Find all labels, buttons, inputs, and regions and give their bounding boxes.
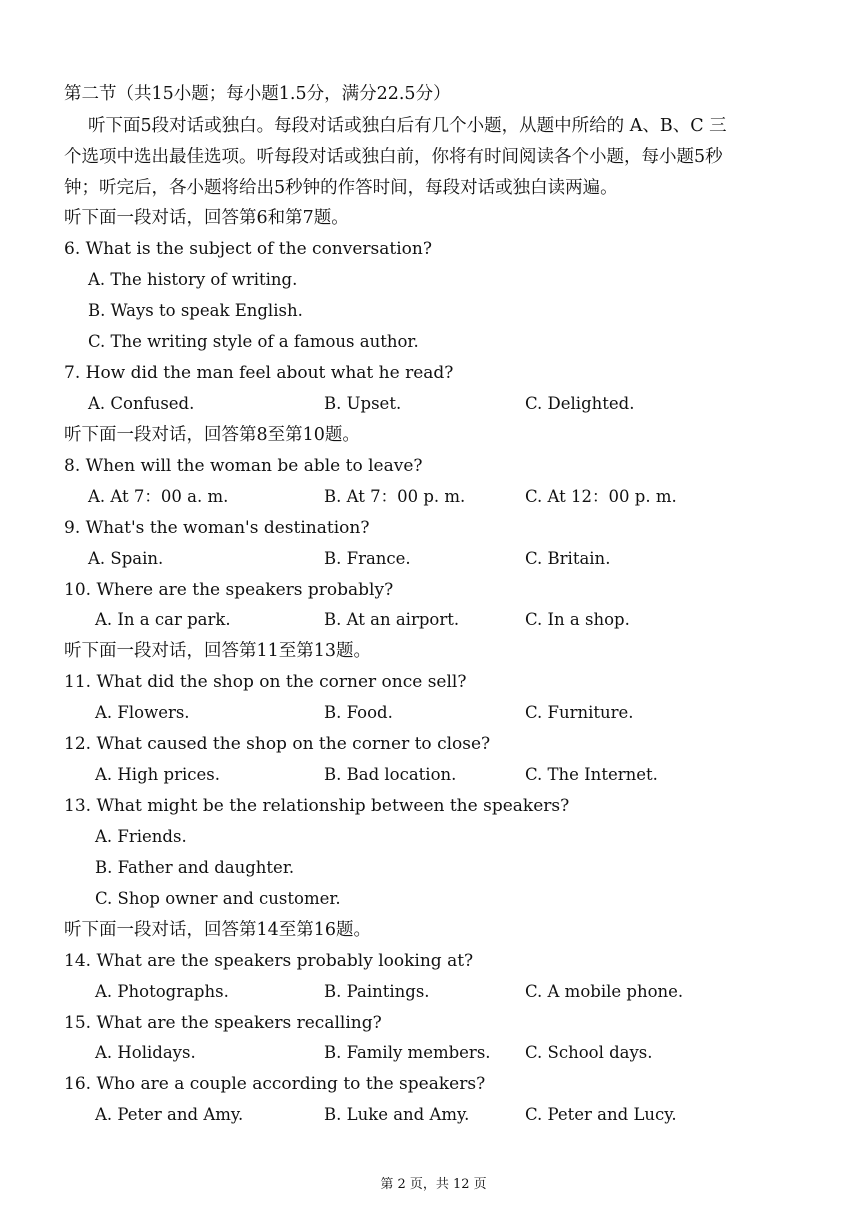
question-14: 14. What are the speakers probably looking at? — [64, 951, 474, 971]
q15-option-a: A. Holidays. — [95, 1043, 196, 1062]
question-8: 8. When will the woman be able to leave? — [64, 456, 423, 476]
q8-option-b: B. At 7：00 p. m. — [324, 487, 466, 506]
question-15: 15. What are the speakers recalling? — [64, 1013, 382, 1033]
q7-option-a: A. Confused. — [88, 394, 195, 413]
q11-option-c: C. Furniture. — [525, 703, 634, 722]
q7-option-c: C. Delighted. — [525, 394, 635, 413]
instructions-line-1: 听下面5段对话或独白。每段对话或独白后有几个小题，从题中所给的 A、B、C 三 — [88, 116, 727, 136]
question-13: 13. What might be the relationship between the speakers? — [64, 796, 570, 816]
group-heading-1: 听下面一段对话，回答第6和第7题。 — [64, 208, 349, 228]
q16-option-b: B. Luke and Amy. — [324, 1105, 470, 1124]
question-16: 16. Who are a couple according to the speakers? — [64, 1074, 486, 1094]
question-12: 12. What caused the shop on the corner to close? — [64, 734, 491, 754]
q12-option-b: B. Bad location. — [324, 765, 457, 784]
q14-option-a: A. Photographs. — [95, 982, 229, 1001]
q13-option-c: C. Shop owner and customer. — [95, 889, 341, 908]
q16-option-c: C. Peter and Lucy. — [525, 1105, 677, 1124]
group-heading-4: 听下面一段对话，回答第14至第16题。 — [64, 920, 372, 940]
q15-option-c: C. School days. — [525, 1043, 653, 1062]
q9-option-b: B. France. — [324, 549, 411, 568]
q7-option-b: B. Upset. — [324, 394, 402, 413]
q10-option-a: A. In a car park. — [95, 610, 231, 629]
q6-option-c: C. The writing style of a famous author. — [88, 332, 419, 351]
q6-option-b: B. Ways to speak English. — [88, 301, 303, 320]
instructions-line-3: 钟；听完后，各小题将给出5秒钟的作答时间，每段对话或独白读两遍。 — [64, 178, 618, 198]
q16-option-a: A. Peter and Amy. — [95, 1105, 244, 1124]
q9-option-c: C. Britain. — [525, 549, 611, 568]
q15-option-b: B. Family members. — [324, 1043, 491, 1062]
q11-option-a: A. Flowers. — [95, 703, 190, 722]
question-6: 6. What is the subject of the conversation? — [64, 239, 432, 259]
q12-option-c: C. The Internet. — [525, 765, 658, 784]
q8-option-a: A. At 7：00 a. m. — [88, 487, 229, 506]
q13-option-b: B. Father and daughter. — [95, 858, 295, 877]
instructions-line-2: 个选项中选出最佳选项。听每段对话或独白前，你将有时间阅读各个小题，每小题5秒 — [64, 147, 723, 167]
question-11: 11. What did the shop on the corner once sell? — [64, 672, 467, 692]
question-10: 10. Where are the speakers probably? — [64, 580, 394, 600]
section-title: 第二节（共15小题；每小题1.5分，满分22.5分） — [64, 84, 451, 104]
q13-option-a: A. Friends. — [95, 827, 187, 846]
group-heading-3: 听下面一段对话，回答第11至第13题。 — [64, 641, 372, 661]
q11-option-b: B. Food. — [324, 703, 393, 722]
q14-option-c: C. A mobile phone. — [525, 982, 684, 1001]
q14-option-b: B. Paintings. — [324, 982, 430, 1001]
question-7: 7. How did the man feel about what he read? — [64, 363, 454, 383]
group-heading-2: 听下面一段对话，回答第8至第10题。 — [64, 425, 360, 445]
q10-option-c: C. In a shop. — [525, 610, 630, 629]
q6-option-a: A. The history of writing. — [88, 270, 298, 289]
q8-option-c: C. At 12：00 p. m. — [525, 487, 677, 506]
page-number-footer: 第 2 页，共 12 页 — [380, 1177, 487, 1192]
q12-option-a: A. High prices. — [95, 765, 220, 784]
q9-option-a: A. Spain. — [88, 549, 164, 568]
q10-option-b: B. At an airport. — [324, 610, 460, 629]
question-9: 9. What's the woman's destination? — [64, 518, 370, 538]
